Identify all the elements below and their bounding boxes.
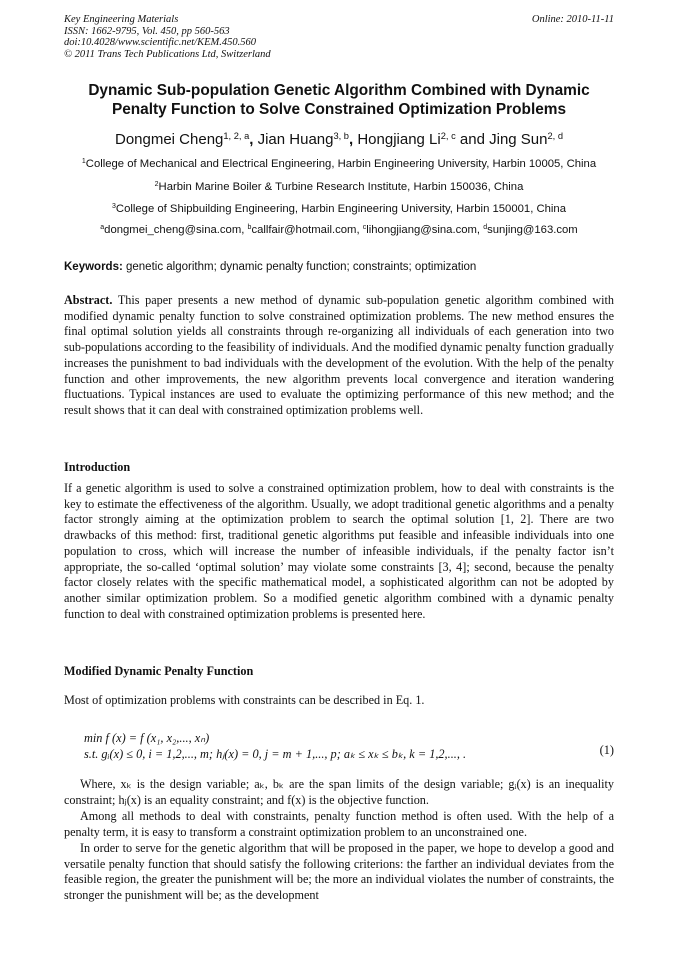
section-2-heading: Modified Dynamic Penalty Function (64, 664, 254, 678)
author-2: Jian Huang (257, 131, 334, 148)
email-c[interactable]: lihongjiang@sina.com, (366, 224, 481, 236)
abstract-text: This paper presents a new method of dynamic sub-population genetic algorithm combined with modified dynamic penalty function to solve constrained optimization problems. The new method ensures the final optimal solution yields all constraints through re-organizing all individuals of each generation into two sub-populations according to the feasibility of individuals. And the modified dynamic penalty function gradually increases the punishment to bad individuals with the development of the evolution. With the help of the penalty function and other improvements, the new algorithm prevents local convergence and iteration wandering fluctuations. Typical instances are used to evaluate the optimizing performance of this new method; and the result shows that it can deal with constrained optimization problems well. (64, 293, 614, 417)
affiliation-2: $^2$Harbin Marine Boiler & Turbine Research Institute, Harbin 150036, China (154, 181, 524, 193)
introduction-heading: Introduction (64, 460, 131, 474)
equation-number: (1) (599, 743, 614, 757)
section-2-intro: Most of optimization problems with constraints can be described in Eq. 1. (64, 693, 425, 707)
affiliation-1: $^1$College of Mechanical and Electrical Engineering, Harbin Engineering University, Harbin 10005, China (81, 158, 597, 170)
abstract (64, 293, 614, 419)
journal-name: Key Engineering Materials (64, 14, 179, 25)
email-line: $^a$dongmei_cheng@sina.com, $^b$callfair@hotmail.com, $^c$lihongjiang@sina.com, $^d$sunjing@163.com (100, 224, 578, 236)
author-4-sup: 2, d (547, 130, 563, 141)
affiliation-3: $^3$College of Shipbuilding Engineering, Harbin Engineering University, Harbin 150001, China (112, 203, 566, 215)
title-line-1: Dynamic Sub-population Genetic Algorithm Combined with Dynamic (88, 82, 590, 99)
abstract-label: Abstract. (64, 293, 113, 307)
author-4: Jing Sun (489, 131, 548, 148)
equation-line-1: min f (x) = f (x₁, x₂,..., xₙ) (84, 731, 210, 745)
keywords (64, 260, 618, 274)
author-3-sup: 2, c (440, 130, 456, 141)
issn-line: ISSN: 1662-9795, Vol. 450, pp 560-563 (64, 25, 230, 37)
email-b[interactable]: callfair@hotmail.com, (251, 224, 360, 236)
where-paragraph: Where, xₖ is the design variable; aₖ, bₖ are the span limits of the design variable; gᵢ(x) is an inequality constraint; hⱼ(x) is an equality constraint; and f(x) is the objective function. (64, 777, 614, 807)
author-list: Dongmei Cheng$^{1, 2, a}$, Jian Huang$^{3, b}$, Hongjiang Li$^{2, c}$ and Jing Sun$^{2, d}$ (114, 130, 563, 148)
email-a[interactable]: dongmei_cheng@sina.com, (104, 224, 245, 236)
criteria-paragraph: In order to serve for the genetic algorithm that will be proposed in the paper, we hope to develop a good and versatile penalty function that should satisfy the following criterions: the farther an individual deviates from the feasible region, the greater the punishment will be; the more an individual violates the number of constraints, the stronger the punishment will be; as the development (64, 841, 614, 903)
author-2-sup: 3, b (333, 130, 349, 141)
keywords-label: Keywords: (64, 261, 123, 273)
paper-title (60, 81, 618, 119)
title-line-2: Penalty Function to Solve Constrained Optimization Problems (111, 101, 567, 118)
author-1: Dongmei Cheng (114, 131, 224, 148)
copyright-line: © 2011 Trans Tech Publications Ltd, Switzerland (64, 48, 271, 60)
equation-1 (84, 730, 614, 762)
introduction-text: If a genetic algorithm is used to solve a constrained optimization problem, how to deal with constraints is the key to estimate the effectiveness of the algorithm. Usually, we adopt traditional genetic algorithms and a penalty factor strongly aiming at the optimization problem to search the optimal solution [1, 2]. There are two drawbacks of this method: first, traditional genetic algorithms put feasible and infeasible individuals into one population to cross, which will increase the number of infeasible individuals, if the penalty factor isn’t appropriate, the so-called ‘optimal solution’ may violate some constraints [3, 4]; second, because the penalty factor closely relates with the specific mathematical model, a sophisticated algorithm can not be adopted by another similar optimization problem. So a modified genetic algorithm combined with a dynamic penalty function to deal with constrained optimization problems is presented here. (64, 481, 614, 621)
email-d[interactable]: sunjing@163.com (487, 224, 578, 236)
author-and: and (459, 131, 485, 148)
author-1-sup: 1, 2, a (223, 130, 250, 141)
author-3: Hongjiang Li (357, 131, 441, 148)
doi-line[interactable]: doi:10.4028/www.scientific.net/KEM.450.560 (64, 37, 256, 48)
equation-line-2: s.t. gᵢ(x) ≤ 0, i = 1,2,..., m; hⱼ(x) = 0, j = m + 1,..., p; aₖ ≤ xₖ ≤ bₖ, k = 1,2,..., . (84, 747, 467, 761)
online-date: Online: 2010-11-11 (531, 14, 614, 25)
keywords-text: genetic algorithm; dynamic penalty function; constraints; optimization (126, 261, 477, 273)
journal-header (64, 14, 614, 60)
penalty-paragraph: Among all methods to deal with constraints, penalty function method is often used. With the help of a penalty term, it is easy to transform a constraint optimization problem to an unconstrained one. (64, 809, 614, 839)
